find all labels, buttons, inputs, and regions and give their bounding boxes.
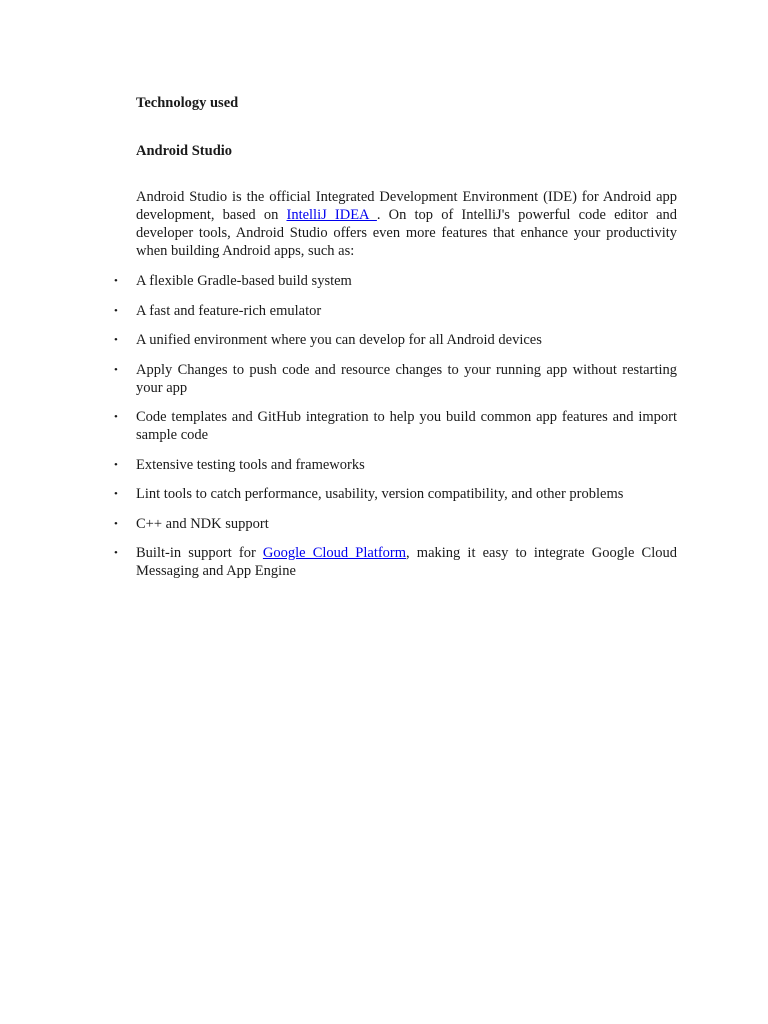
- feature-list: [114, 272, 677, 580]
- intro-text-part1: Android Studio is the official Integrated Development Environment (IDE) for Android app development, based on: [136, 189, 677, 223]
- bullet-icon: •: [114, 304, 118, 317]
- bullet-icon: •: [114, 547, 118, 559]
- list-item: [114, 331, 677, 349]
- last-feature-part2: , making it easy to integrate Google Cloud Messaging and App Engine: [136, 545, 677, 579]
- list-item-text: Extensive testing tools and frameworks: [136, 456, 365, 473]
- bullet-icon: •: [114, 411, 118, 423]
- list-item-text: Code templates and GitHub integration to help you build common app features and import sample code: [136, 409, 677, 443]
- bullet-icon: •: [114, 488, 118, 500]
- google-cloud-platform-link[interactable]: Google Cloud Platform: [262, 545, 407, 561]
- list-item-text: A flexible Gradle-based build system: [136, 273, 352, 289]
- bullet-icon: •: [114, 275, 118, 287]
- bullet-icon: •: [114, 458, 118, 471]
- list-item: [114, 302, 677, 320]
- list-item-text: A fast and feature-rich emulator: [136, 302, 322, 319]
- document-content: [114, 94, 678, 592]
- intro-text-part2: . On top of IntelliJ's powerful code editor and developer tools, Android Studio offers even more features that enhance your productivity when building Android apps, such as:: [136, 207, 678, 259]
- list-item: [114, 456, 677, 474]
- list-item: [114, 408, 677, 444]
- list-item-text: A unified environment where you can develop for all Android devices: [136, 332, 542, 348]
- list-item: [114, 361, 677, 397]
- intro-paragraph: [136, 188, 677, 260]
- list-item-text: C++ and NDK support: [136, 515, 269, 532]
- list-item: [114, 272, 677, 290]
- bullet-icon: •: [114, 363, 118, 376]
- last-feature-part1: Built-in support for: [136, 545, 263, 561]
- bullet-icon: •: [114, 334, 118, 346]
- list-item: [114, 515, 677, 533]
- bullet-icon: •: [114, 517, 118, 530]
- subsection-heading-android-studio: Android Studio: [136, 143, 233, 159]
- list-item: [114, 544, 677, 580]
- intellij-idea-link[interactable]: IntelliJ IDEA: [286, 207, 377, 223]
- list-item-text: Lint tools to catch performance, usability, version compatibility, and other problems: [136, 486, 624, 502]
- section-heading-technology: Technology used: [136, 95, 239, 111]
- list-item-text: Apply Changes to push code and resource changes to your running app without restarting your app: [136, 361, 677, 396]
- list-item: [114, 485, 677, 503]
